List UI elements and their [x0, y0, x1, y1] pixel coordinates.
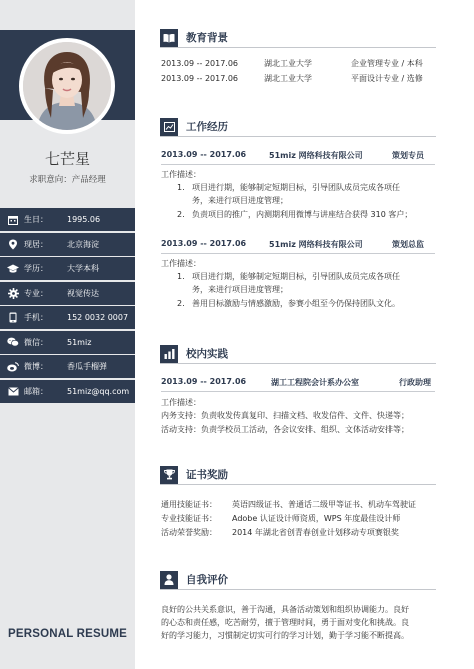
info-row-birthday	[0, 208, 135, 231]
campus-line: 内务支持：负责收发传真复印、扫描文档、收发信件、文件、快递等；	[161, 411, 409, 420]
section-title: 校内实践	[186, 348, 228, 360]
campus-role: 行政助理	[399, 378, 431, 387]
info-label: 手机：	[24, 313, 48, 322]
award-label: 专业技能证书：	[161, 514, 217, 523]
edu-school: 湖北工业大学	[264, 59, 312, 68]
section-title: 工作经历	[186, 121, 228, 133]
location-pin-icon	[7, 238, 19, 250]
self-line: 的心态和责任感，吃苦耐劳，擅于管理时间，勇于面对变化和挑战。良	[161, 618, 409, 627]
info-row-email	[0, 380, 135, 403]
job-desc-label: 工作描述：	[161, 259, 201, 268]
section-title: 自我评价	[186, 574, 228, 586]
item-text: 负责项目的推广，内测期利用微博与讲座结合获得 310 客户；	[192, 210, 413, 219]
job-item	[177, 298, 435, 311]
item-text: 善用目标激励与情感激励，参赛小组至今仍保持团队文化。	[192, 299, 400, 308]
info-row-residence	[0, 233, 135, 256]
campus-header	[161, 377, 435, 389]
job-role: 策划专员	[392, 151, 424, 160]
gear-icon	[7, 287, 19, 299]
info-label: 微博：	[24, 362, 48, 371]
trophy-icon	[160, 466, 178, 484]
job-company: 51miz 网络科技有限公司	[269, 151, 363, 160]
avatar	[23, 42, 111, 130]
divider	[161, 164, 435, 165]
item-text: 项目进行期，能够制定短期目标，引导团队成员完成各项任	[192, 183, 400, 192]
info-label: 生日：	[24, 215, 48, 224]
info-value: 152 0032 0007	[67, 313, 129, 322]
info-row-education	[0, 257, 135, 280]
job-header	[161, 239, 435, 251]
edu-school: 湖北工业大学	[264, 74, 312, 83]
job-role: 策划总监	[392, 240, 424, 249]
phone-icon	[7, 312, 19, 324]
graduation-cap-icon	[7, 263, 19, 275]
personal-info-list	[0, 208, 135, 404]
item-text: 项目进行期，能够制定短期目标，引导团队成员完成各项任	[192, 272, 400, 281]
section-self-header	[160, 570, 436, 590]
section-campus-header	[160, 344, 436, 364]
chart-icon	[160, 118, 178, 136]
award-value: 英语四级证书、普通话二级甲等证书、机动车驾驶证	[232, 500, 416, 509]
info-value: 1995.06	[67, 215, 101, 224]
divider	[161, 391, 435, 392]
section-work-header	[160, 117, 436, 137]
edu-major: 企业管理专业 / 本科	[351, 59, 423, 68]
award-value: 2014 年湖北省创青春创业计划移动专项赛银奖	[232, 528, 399, 537]
award-label: 通用技能证书：	[161, 500, 217, 509]
job-item	[177, 182, 435, 207]
info-label: 邮箱：	[24, 386, 48, 396]
self-line: 良好的公共关系意识，善于沟通，具备活动策划和组织协调能力。良好	[161, 605, 409, 614]
info-label: 学历：	[24, 264, 48, 273]
info-value: 51miz	[67, 337, 92, 347]
job-item	[177, 209, 435, 222]
info-value: 51miz@qq.com	[67, 386, 130, 396]
education-row	[161, 73, 238, 85]
campus-line: 活动支持：负责学校员工活动，各会议安排、组织、文体活动安排等；	[161, 425, 409, 434]
info-label: 现居：	[24, 239, 48, 249]
personal-resume-footer: PERSONAL RESUME	[7, 628, 128, 640]
calendar-icon	[7, 214, 19, 226]
info-value: 香瓜手榴弹	[67, 362, 107, 371]
campus-desc-label: 工作描述：	[161, 398, 201, 407]
weibo-icon	[7, 361, 19, 373]
job-company: 51miz 网络科技有限公司	[269, 240, 363, 249]
item-text: 务，来进行项目进度管理；	[192, 195, 288, 205]
self-evaluation-text	[161, 603, 436, 642]
divider	[161, 253, 435, 254]
campus-org: 湖工工程院会计系办公室	[271, 378, 359, 387]
mail-icon	[7, 385, 19, 397]
campus-date: 2013.09 -- 2017.06	[161, 377, 247, 386]
self-line: 好的学习能力，习惯制定切实可行的学习计划，勤于学习能不断提高。	[161, 631, 409, 640]
job-item	[177, 271, 435, 296]
info-label: 专业：	[24, 288, 48, 298]
item-number: 1.	[177, 272, 185, 281]
job-desc-label: 工作描述：	[161, 170, 201, 179]
item-number: 2.	[177, 210, 185, 219]
info-label: 微信：	[24, 337, 48, 347]
edu-date: 2013.09 -- 2017.06	[161, 59, 239, 68]
info-row-major	[0, 282, 135, 305]
item-number: 2.	[177, 299, 185, 308]
job-header	[161, 150, 435, 162]
edu-major: 平面设计专业 / 选修	[351, 74, 423, 83]
section-education-header	[160, 28, 436, 48]
info-value: 视觉传达	[67, 288, 99, 298]
info-value: 大学本科	[67, 264, 99, 273]
person-icon	[160, 571, 178, 589]
wechat-icon	[7, 336, 19, 348]
job-date: 2013.09 -- 2017.06	[161, 150, 247, 159]
section-title: 证书奖励	[186, 469, 228, 481]
bar-chart-icon	[160, 345, 178, 363]
section-awards-header	[160, 465, 436, 485]
book-icon	[160, 29, 178, 47]
info-row-wechat	[0, 331, 135, 354]
award-label: 活动荣誉奖励：	[161, 528, 217, 537]
item-text: 务，来进行项目进度管理；	[192, 284, 288, 294]
info-value: 北京海淀	[67, 239, 99, 249]
edu-date: 2013.09 -- 2017.06	[161, 74, 239, 83]
education-row	[161, 58, 238, 70]
section-title: 教育背景	[186, 32, 228, 44]
candidate-name: 七芒星	[44, 150, 90, 168]
info-row-weibo	[0, 355, 135, 378]
item-number: 1.	[177, 183, 185, 192]
job-intent: 求职意向：产品经理	[29, 175, 106, 185]
award-value: Adobe 认证设计师资质，WPS 年度最佳设计师	[232, 514, 401, 523]
info-row-phone	[0, 306, 135, 329]
job-date: 2013.09 -- 2017.06	[161, 239, 247, 248]
